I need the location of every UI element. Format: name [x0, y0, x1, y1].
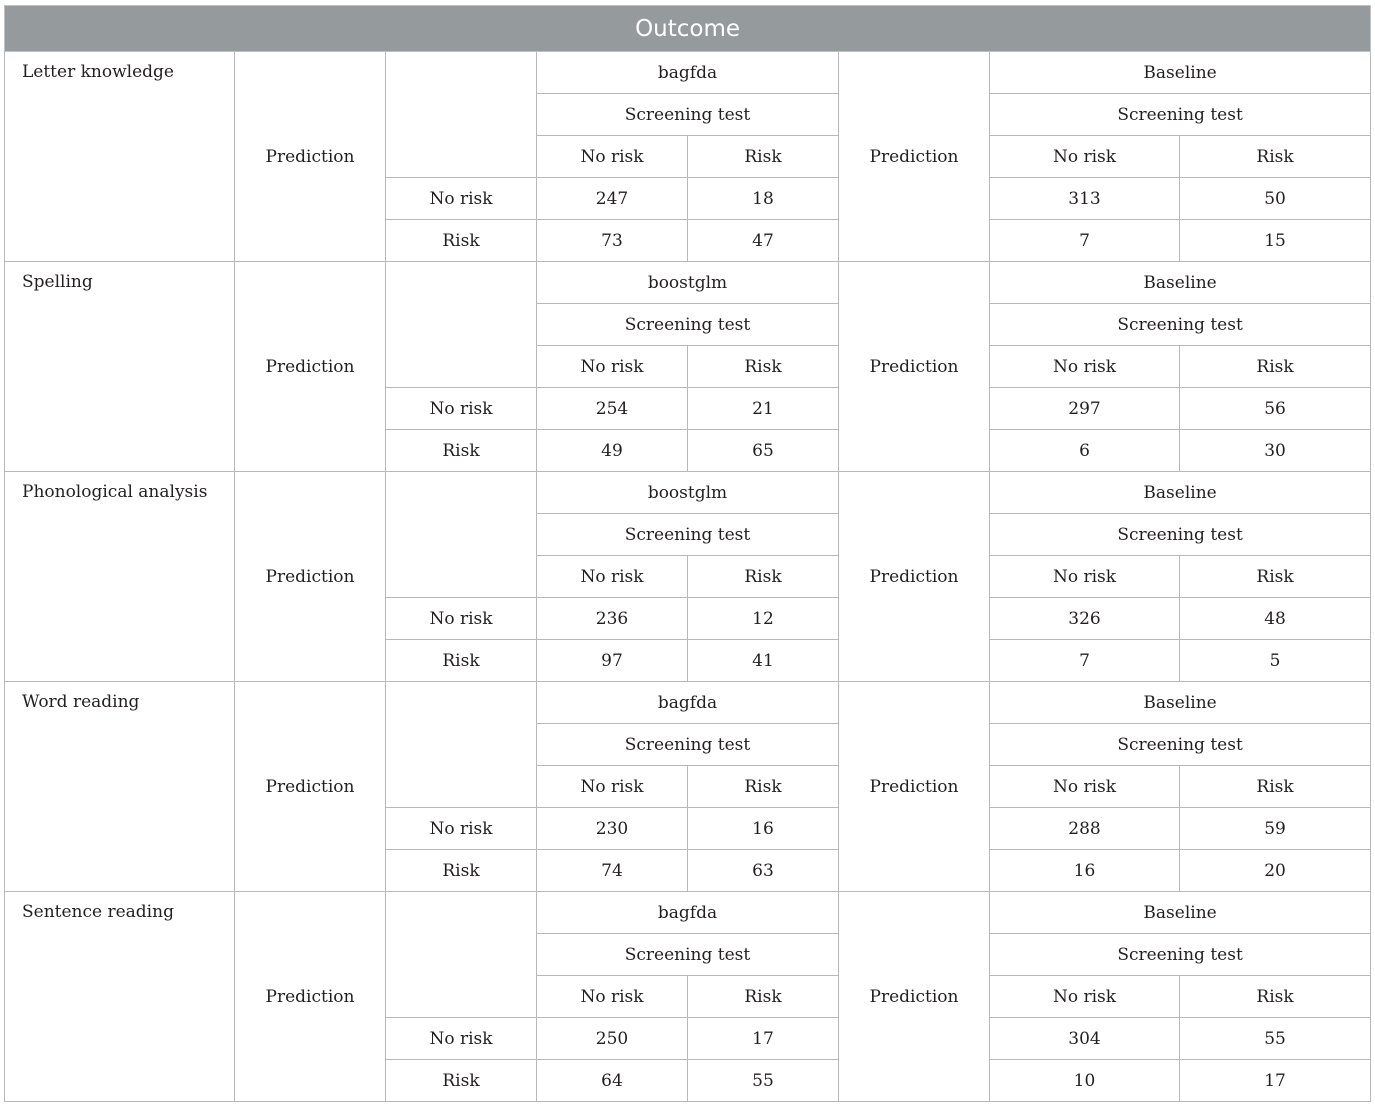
outcome-header: Outcome — [5, 6, 1371, 52]
baseline-value: 7 — [990, 220, 1180, 262]
model-name: boostglm — [537, 472, 839, 514]
model-col-no-risk: No risk — [537, 766, 688, 808]
model-prediction-label: Prediction — [235, 892, 386, 1102]
baseline-col-risk: Risk — [1180, 766, 1371, 808]
model-col-risk: Risk — [688, 766, 839, 808]
model-value: 236 — [537, 598, 688, 640]
baseline-value: 288 — [990, 808, 1180, 850]
model-prediction-label: Prediction — [235, 472, 386, 682]
model-col-no-risk: No risk — [537, 136, 688, 178]
model-name: bagfda — [537, 892, 839, 934]
model-value: 97 — [537, 640, 688, 682]
row-label-risk: Risk — [386, 430, 537, 472]
row-label-no-risk: No risk — [386, 388, 537, 430]
row-label-no-risk: No risk — [386, 178, 537, 220]
row-label-risk: Risk — [386, 1060, 537, 1102]
model-value: 230 — [537, 808, 688, 850]
model-col-no-risk: No risk — [537, 976, 688, 1018]
model-value: 21 — [688, 388, 839, 430]
model-col-risk: Risk — [688, 976, 839, 1018]
model-value: 16 — [688, 808, 839, 850]
baseline-value: 55 — [1180, 1018, 1371, 1060]
model-value: 63 — [688, 850, 839, 892]
baseline-value: 30 — [1180, 430, 1371, 472]
baseline-value: 50 — [1180, 178, 1371, 220]
empty-cell — [386, 892, 537, 1018]
empty-cell — [386, 472, 537, 598]
baseline-col-risk: Risk — [1180, 136, 1371, 178]
row-label-risk: Risk — [386, 220, 537, 262]
model-value: 12 — [688, 598, 839, 640]
outcome-name: Sentence reading — [5, 892, 235, 1102]
model-value: 250 — [537, 1018, 688, 1060]
model-value: 247 — [537, 178, 688, 220]
row-label-no-risk: No risk — [386, 1018, 537, 1060]
baseline-prediction-label: Prediction — [839, 472, 990, 682]
model-screening-test-label: Screening test — [537, 724, 839, 766]
baseline-prediction-label: Prediction — [839, 682, 990, 892]
model-screening-test-label: Screening test — [537, 934, 839, 976]
model-screening-test-label: Screening test — [537, 514, 839, 556]
row-label-no-risk: No risk — [386, 808, 537, 850]
baseline-name: Baseline — [990, 472, 1371, 514]
model-value: 49 — [537, 430, 688, 472]
baseline-name: Baseline — [990, 892, 1371, 934]
model-col-no-risk: No risk — [537, 346, 688, 388]
baseline-col-risk: Risk — [1180, 346, 1371, 388]
baseline-value: 326 — [990, 598, 1180, 640]
baseline-value: 20 — [1180, 850, 1371, 892]
outcome-name: Letter knowledge — [5, 52, 235, 262]
baseline-value: 5 — [1180, 640, 1371, 682]
confusion-matrix-table — [4, 5, 1371, 1102]
outcome-name: Phonological analysis — [5, 472, 235, 682]
row-label-risk: Risk — [386, 640, 537, 682]
model-value: 254 — [537, 388, 688, 430]
baseline-screening-test-label: Screening test — [990, 934, 1371, 976]
baseline-col-no-risk: No risk — [990, 556, 1180, 598]
outcome-name: Spelling — [5, 262, 235, 472]
baseline-name: Baseline — [990, 262, 1371, 304]
model-value: 17 — [688, 1018, 839, 1060]
baseline-value: 304 — [990, 1018, 1180, 1060]
baseline-value: 297 — [990, 388, 1180, 430]
baseline-col-no-risk: No risk — [990, 976, 1180, 1018]
outcome-name: Word reading — [5, 682, 235, 892]
baseline-prediction-label: Prediction — [839, 892, 990, 1102]
outcome-block-row — [5, 892, 1371, 934]
baseline-name: Baseline — [990, 682, 1371, 724]
model-value: 73 — [537, 220, 688, 262]
baseline-col-risk: Risk — [1180, 976, 1371, 1018]
table-body — [5, 52, 1371, 1102]
baseline-value: 10 — [990, 1060, 1180, 1102]
empty-cell — [386, 52, 537, 178]
model-name: bagfda — [537, 52, 839, 94]
model-value: 41 — [688, 640, 839, 682]
model-value: 55 — [688, 1060, 839, 1102]
row-label-risk: Risk — [386, 850, 537, 892]
model-prediction-label: Prediction — [235, 52, 386, 262]
model-value: 18 — [688, 178, 839, 220]
baseline-value: 15 — [1180, 220, 1371, 262]
model-col-no-risk: No risk — [537, 556, 688, 598]
outcome-block-row — [5, 52, 1371, 94]
model-col-risk: Risk — [688, 346, 839, 388]
baseline-col-no-risk: No risk — [990, 136, 1180, 178]
model-value: 47 — [688, 220, 839, 262]
baseline-name: Baseline — [990, 52, 1371, 94]
empty-cell — [386, 682, 537, 808]
baseline-value: 48 — [1180, 598, 1371, 640]
model-name: bagfda — [537, 682, 839, 724]
model-prediction-label: Prediction — [235, 262, 386, 472]
baseline-screening-test-label: Screening test — [990, 724, 1371, 766]
baseline-col-no-risk: No risk — [990, 766, 1180, 808]
model-value: 65 — [688, 430, 839, 472]
baseline-value: 17 — [1180, 1060, 1371, 1102]
outcome-block-row — [5, 472, 1371, 514]
baseline-screening-test-label: Screening test — [990, 304, 1371, 346]
baseline-screening-test-label: Screening test — [990, 94, 1371, 136]
model-col-risk: Risk — [688, 136, 839, 178]
baseline-screening-test-label: Screening test — [990, 514, 1371, 556]
baseline-value: 59 — [1180, 808, 1371, 850]
baseline-value: 7 — [990, 640, 1180, 682]
outcome-block-row — [5, 262, 1371, 304]
baseline-col-risk: Risk — [1180, 556, 1371, 598]
baseline-value: 56 — [1180, 388, 1371, 430]
model-value: 74 — [537, 850, 688, 892]
model-col-risk: Risk — [688, 556, 839, 598]
baseline-value: 16 — [990, 850, 1180, 892]
baseline-value: 313 — [990, 178, 1180, 220]
outcome-block-row — [5, 682, 1371, 724]
baseline-col-no-risk: No risk — [990, 346, 1180, 388]
empty-cell — [386, 262, 537, 388]
model-prediction-label: Prediction — [235, 682, 386, 892]
baseline-prediction-label: Prediction — [839, 52, 990, 262]
model-screening-test-label: Screening test — [537, 94, 839, 136]
row-label-no-risk: No risk — [386, 598, 537, 640]
model-value: 64 — [537, 1060, 688, 1102]
model-screening-test-label: Screening test — [537, 304, 839, 346]
baseline-value: 6 — [990, 430, 1180, 472]
model-name: boostglm — [537, 262, 839, 304]
confusion-matrix-table-container — [4, 5, 1370, 1102]
baseline-prediction-label: Prediction — [839, 262, 990, 472]
